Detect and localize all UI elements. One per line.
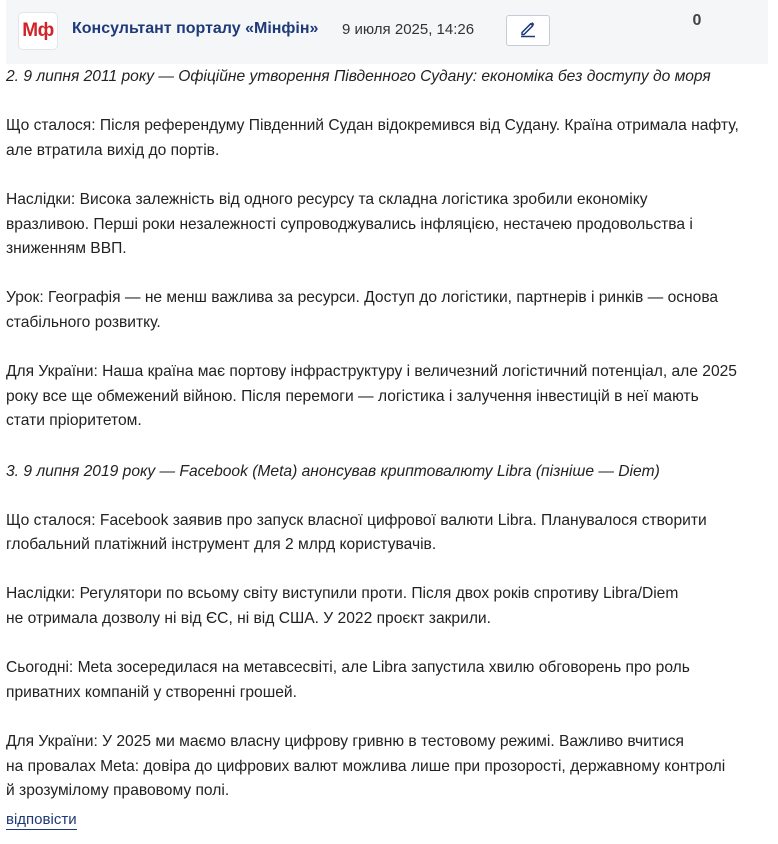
minfin-logo[interactable]: Мф	[19, 13, 57, 49]
section-heading: 3. 9 липня 2019 року — Facebook (Meta) анонсував криптовалюту Libra (пізніше — Diem)	[6, 462, 660, 480]
paragraph-gap	[6, 632, 772, 657]
comment-body	[0, 65, 778, 804]
paragraph	[6, 582, 772, 631]
paragraph	[6, 656, 772, 705]
paragraph-line: Що сталося: Після референдуму Південний Судан відокремився від Судану. Країна отримала нафту,	[6, 117, 739, 135]
paragraph-line: стабільного розвитку.	[6, 313, 161, 331]
comment-header	[6, 0, 768, 64]
paragraph	[6, 188, 772, 262]
paragraph-line: Наслідки: Регулятори по всьому світу виступили проти. Після двох років спротиву Libra/Diem	[6, 585, 679, 603]
paragraph-line: глобальний платіжний інструмент для 2 млрд користувачів.	[6, 536, 437, 554]
paragraph	[6, 730, 772, 804]
paragraph-gap	[6, 558, 772, 583]
paragraph-line: на провалах Meta: довіра до цифрових валют можлива лише при прозорості, державному контролі	[6, 757, 726, 775]
paragraph-line: Урок: Географія — не менш важлива за ресурси. Доступ до логістики, партнерів і ринків — основа	[6, 289, 719, 307]
paragraph	[6, 360, 772, 434]
paragraph-line: зниженням ВВП.	[6, 240, 127, 258]
paragraph	[6, 114, 772, 163]
paragraph	[6, 286, 772, 335]
pencil-icon	[518, 18, 538, 43]
paragraph-gap	[6, 434, 772, 459]
paragraph-line: не отримала дозволу ні від ЄС, ні від США. У 2022 проєкт закрили.	[6, 610, 491, 628]
paragraph-line: стати пріоритетом.	[6, 412, 142, 430]
paragraph-gap	[6, 336, 772, 361]
paragraph	[6, 509, 772, 558]
edit-button[interactable]	[506, 15, 550, 46]
paragraph-line: Наслідки: Висока залежність від одного ресурсу та складна логістика зробили економіку	[6, 190, 648, 208]
author-name[interactable]: Консультант порталу «Мінфін»	[72, 20, 319, 37]
paragraph-gap	[6, 262, 772, 287]
reply-link[interactable]: відповісти	[6, 810, 77, 828]
paragraph-line: Для України: Наша країна має портову інфраструктуру і величезний логістичний потенціал, але 2025	[6, 363, 737, 381]
paragraph-gap	[6, 484, 772, 509]
paragraph-line: року все ще обмежений війною. Після перемоги — логістика і залучення інвестицій в неї мають	[6, 387, 699, 405]
paragraph-line: Для України: У 2025 ми маємо власну цифрову гривню в тестовому режимі. Важливо вчитися	[6, 733, 684, 751]
comment-date: 9 июля 2025, 14:26	[342, 21, 475, 38]
paragraph-gap	[6, 90, 772, 115]
paragraph-line: Сьогодні: Meta зосередилася на метавсесвіті, але Libra запустила хвилю обговорень про роль	[6, 659, 690, 677]
paragraph-line: Що сталося: Facebook заявив про запуск власної цифрової валюти Libra. Планувалося створити	[6, 511, 707, 529]
paragraph-line: але втратила вихід до портів.	[6, 141, 220, 159]
paragraph-gap	[6, 163, 772, 188]
paragraph-gap	[6, 705, 772, 730]
paragraph-line: й зрозумілому правовому полі.	[6, 782, 230, 800]
rating-score: 0	[692, 12, 702, 29]
section-heading: 2. 9 липня 2011 року — Офіційне утворення Південного Судану: економіка без доступу до моря	[6, 68, 711, 85]
paragraph-line: вразливою. Перші роки незалежності супроводжувались інфляцією, нестачею продовольства і	[6, 215, 693, 233]
paragraph-line: приватних компаній у створенні грошей.	[6, 683, 297, 701]
